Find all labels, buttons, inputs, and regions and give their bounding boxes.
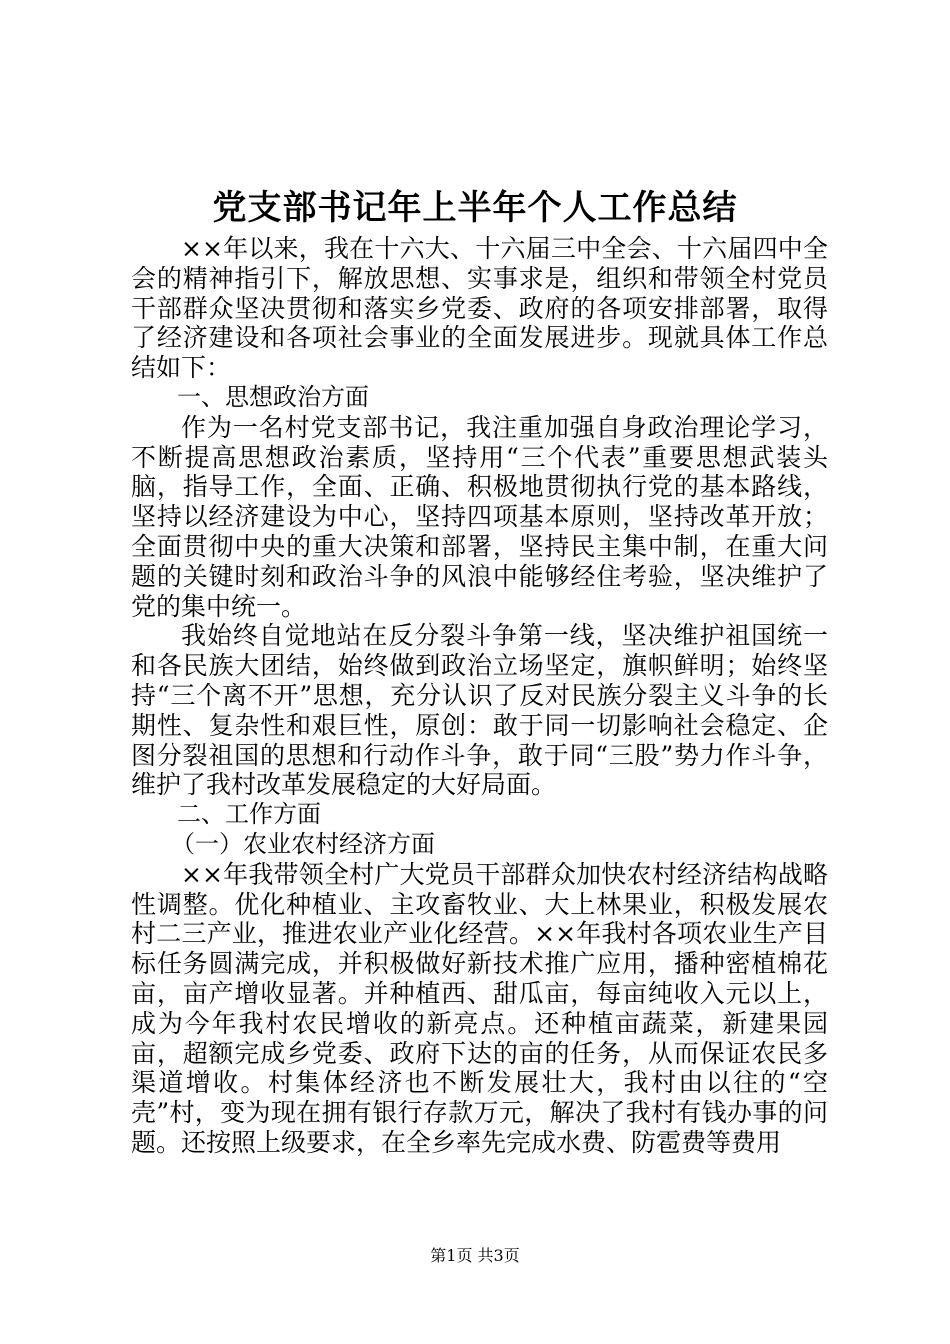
section-heading-ideology: 一、思想政治方面 bbox=[177, 382, 369, 411]
subsection-heading-agriculture: （一）农业农村经济方面 bbox=[171, 829, 435, 858]
paragraph-intro: ××年以来，我在十六大、十六届三中全会、十六届四中全会的精神指引下，解放思想、实事求是，组织和带领全村党员干部群众坚决贯彻和落实乡党委、政府的各项安排部署，取得了经济建设和各项社会事业的全面发展进步。现就具体工作总结如下： bbox=[131, 234, 828, 383]
section-heading-work: 二、工作方面 bbox=[177, 800, 321, 829]
paragraph-agriculture: ××年我带领全村广大党员干部群众加快农村经济结构战略性调整。优化种植业、主攻畜牧业、大上林果业，积极发展农村二三产业，推进农业产业化经营。××年我村各项农业生产目标任务圆满完成，并积极做好新技术推广应用，播种密植棉花亩，亩产增收显著。并种植西、甜瓜亩，每亩纯收入元以上，成为今年我村农民增收的新亮点。还种植亩蔬菜，新建果园亩，超额完成乡党委、政府下达的亩的任务，从而保证农民多渠道增收。村集体经济也不断发展壮大，我村由以往的“空壳”村，变为现在拥有银行存款万元，解决了我村有钱办事的问题。还按照上级要求，在全乡率先完成水费、防雹费等费用 bbox=[131, 859, 828, 1157]
paragraph-anti-separatism: 我始终自觉地站在反分裂斗争第一线，坚决维护祖国统一和各民族大团结，始终做到政治立场坚定，旗帜鲜明；始终坚持“三个离不开”思想，充分认识了反对民族分裂主义斗争的长期性、复杂性和艰巨性，原创：敢于同一切影响社会稳定、企图分裂祖国的思想和行动作斗争，敢于同“三股”势力作斗争，维护了我村改革发展稳定的大好局面。 bbox=[131, 621, 828, 800]
page-footer: 第1页 共3页 bbox=[430, 1246, 520, 1265]
page-title: 党支部书记年上半年个人工作总结 bbox=[212, 188, 738, 228]
paragraph-ideology: 作为一名村党支部书记，我注重加强自身政治理论学习，不断提高思想政治素质，坚持用“三个代表”重要思想武装头脑，指导工作，全面、正确、积极地贯彻执行党的基本路线，坚持以经济建设为中心，坚持四项基本原则，坚持改革开放；全面贯彻中央的重大决策和部署，坚持民主集中制，在重大问题的关键时刻和政治斗争的风浪中能够经住考验，坚决维护了党的集中统一。 bbox=[131, 412, 828, 621]
document-body bbox=[131, 234, 828, 1158]
